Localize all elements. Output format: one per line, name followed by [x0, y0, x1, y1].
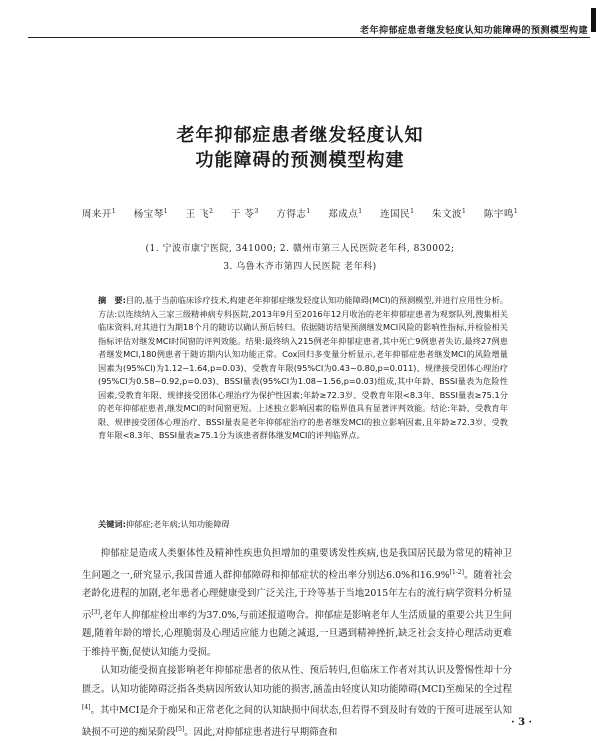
author: 杨宝琴$^1$	[133, 207, 169, 220]
body-paragraph-2: 认知功能受损直接影响老年抑郁症患者的依从性、预后转归,但临床工作者对其认识及警惕性却十分匮乏。认知功能障碍泛指各类病因所致认知功能的损害,涵盖由轻度认知功能障碍(MCI)至痴呆的全过程[4]。其中MCI是介于痴呆和正常老化之间的认知缺损中间状态,但若得不到及时有效的干预可进展至认知缺损不可逆的痴呆阶段[5]。因此,对抑郁症患者进行早期筛查和	[82, 665, 512, 738]
author: 于 苓$^3$	[230, 207, 259, 220]
citation: [5]	[175, 725, 185, 733]
body-paragraph-1: 抑郁症是造成人类躯体性及精神性疾患负担增加的重要诱发性疾病,也是我国居民最为常见的精神卫生问题之一,研究显示,我国普通人群抑郁障碍和抑郁症状的检出率分别达6.0%和16.9%[1-2]。随着社会老龄化进程的加剧,老年患者心理健康受到广泛关注,于玲等基于当地2015年左右的流行病学资料分析显示[3],老年人抑郁症检出率约为37.0%,与前述报道吻合。抑郁症是影响老年人生活质量的重要公共卫生问题,随着年龄的增长,心理脆弱及心理适应能力也随之减退,一旦遇到精神挫折,缺乏社会支持心理活动更难于维持平衡,促使认知能力受损。	[82, 548, 512, 658]
affiliation-line-1: (1. 宁波市康宁医院, 341000; 2. 赣州市第三人民医院老年科, 830002;	[145, 244, 455, 254]
affiliation-line-2: 3. 乌鲁木齐市第四人民医院 老年科)	[223, 262, 377, 272]
abstract	[98, 294, 508, 443]
page-header	[0, 0, 600, 36]
article-title-line-2: 功能障碍的预测模型构建	[195, 150, 405, 171]
author: 王 飞$^2$	[185, 207, 214, 220]
keywords-text: 抑郁症;老年病;认知功能障碍	[125, 519, 230, 529]
article-title-line-1: 老年抑郁症患者继发轻度认知	[176, 125, 424, 146]
citation: [4]	[82, 704, 91, 712]
abstract-text: 目的,基于当前临床诊疗技术,构建老年抑郁症继发轻度认知功能障碍(MCI)的预测模型,并进行应用性分析。方法:以连续纳入三家三级精神病专科医院,2013年9月至2016年12月收治的老年抑郁症患者为观察队列,搜集相关临床资料,对其进行为期18个月的随访以确认预后转归。依据随访结果预测继发MCI风险的影响性指标,并检验相关指标评估对继发MCI时间窗的评判效能。结果:最终纳入215例老年抑郁症患者,其中死亡9例患者失访,最终27例患者继发MCI,180例患者于随访期内认知功能正常。Cox回归多变量分析显示,老年抑郁症患者继发MCI的风险增量因素为(95%CI)为1.12~1.64,p=0.03)、受教育年限(95%CI为0.43~0.80,p=0.011)、规律接受团体心理治疗(95%CI为0.58~0.92,p=0.03)、BSSI量表(95%CI为1.08~1.56,p=0.03)组成,其中年龄、BSSI量表为危险性因素,受教育年限、规律接受团体心理治疗为保护性因素;年龄≥72.3岁、受教育年限<8.3年、BSSI量表≥75.1分的老年抑郁症患者,继发MCI的时间窗更短。上述独立影响因素的临界值具有显著评判效能。结论:年龄、受教育年限、规律接受团体心理治疗、BSSI量表是老年抑郁症治疗的患者继发MCI的独立影响因素,且年龄≥72.3岁、受教育年限<8.3年、BSSI量表≥75.1分为该患者群体继发MCI的评判临界点。	[98, 295, 508, 440]
header-rule	[28, 37, 590, 38]
running-title: 老年抑郁症患者继发轻度认知功能障碍的预测模型构建	[359, 26, 588, 36]
author: 周来开$^1$	[81, 207, 117, 220]
page-number: · 3 ·	[511, 717, 532, 728]
citation: [3]	[91, 608, 100, 616]
abstract-label: 摘 要:	[98, 295, 126, 305]
body-text	[82, 545, 512, 743]
author: 朱文波$^1$	[431, 207, 467, 220]
author: 郑成点$^1$	[328, 207, 363, 220]
author: 方得志$^1$	[276, 207, 311, 220]
author-list	[0, 206, 600, 220]
page-corner-mark	[591, 8, 596, 32]
keywords	[98, 519, 508, 530]
author: 陈宇鸣$^1$	[483, 207, 519, 220]
author: 连国民$^1$	[380, 207, 415, 220]
keywords-label: 关键词:	[98, 519, 126, 529]
citation: [1-2]	[449, 568, 464, 576]
